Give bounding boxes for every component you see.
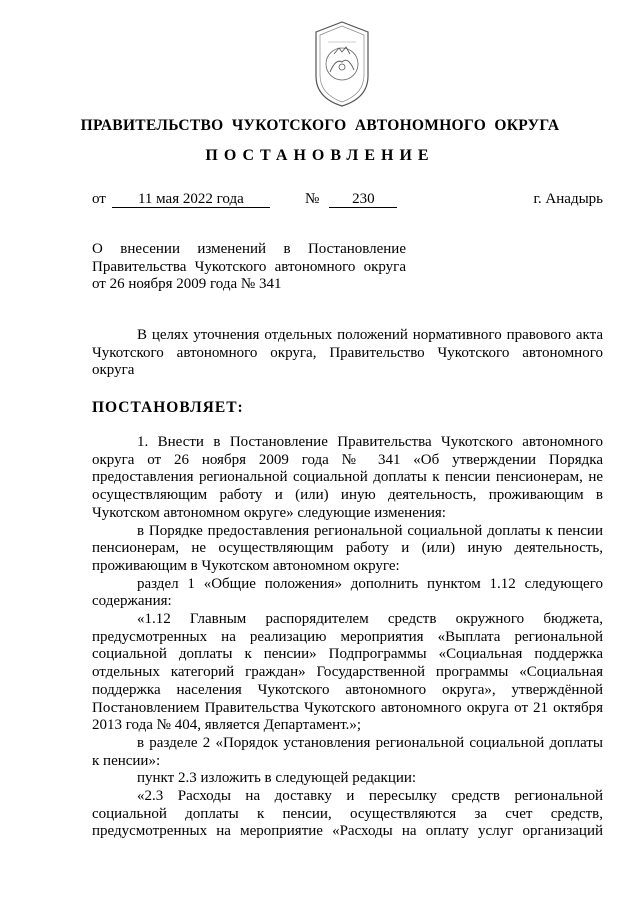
body-line: социальной доплаты к пенсии, осуществляются за счет средств, xyxy=(92,805,603,822)
body-line: предусмотренных на мероприятие «Расходы на оплату услуг организаций xyxy=(92,823,603,840)
preamble-line: округа xyxy=(92,362,135,379)
body-line: раздел 1 «Общие положения» дополнить пунктом 1.12 следующего xyxy=(137,575,603,592)
body-line: предусмотренных на реализацию мероприятия «Выплата региональной xyxy=(92,628,603,645)
body-line: проживающим в Чукотском автономном округе: xyxy=(92,557,400,574)
document-type-title: ПОСТАНОВЛЕНИЕ xyxy=(205,147,435,164)
subject-line: Правительства Чукотского автономного округа xyxy=(92,258,406,275)
document-number-row xyxy=(305,191,397,208)
body-line: в разделе 2 «Порядок установления региональной социальной доплаты xyxy=(137,734,603,751)
preamble-line: Чукотского автономного округа, Правительство Чукотского автономного xyxy=(92,344,603,361)
body-line: 2013 года № 404, является Департамент.»; xyxy=(92,717,362,734)
body-line: «1.12 Главным распорядителем средств окружного бюджета, xyxy=(137,611,603,628)
document-number: 230 xyxy=(329,191,397,208)
number-label: № xyxy=(305,191,320,207)
document-date-row xyxy=(92,191,270,208)
body-line: осуществляющим работу и (или) иную деятельность, проживающим в xyxy=(92,487,603,504)
body-line: Постановлением Правительства Чукотского автономного округа от 21 октября xyxy=(92,699,603,716)
body-line: пункт 2.3 изложить в следующей редакции: xyxy=(137,770,417,787)
body-line: «2.3 Расходы на доставку и пересылку средств региональной xyxy=(137,788,603,805)
body-line: социальной доплаты к пенсии» Подпрограммы «Социальная поддержка xyxy=(92,646,603,663)
subject-line: О внесении изменений в Постановление xyxy=(92,241,406,257)
body-line: отдельных категорий граждан» Государственной программы «Социальная xyxy=(92,664,603,681)
subject-line: от 26 ноября 2009 года № 341 xyxy=(92,276,282,292)
document-date: 11 мая 2022 года xyxy=(112,191,270,208)
body-line: округа от 26 ноября 2009 года № 341 «Об утверждении Порядка xyxy=(92,451,603,468)
body-line: 1. Внести в Постановление Правительства Чукотского автономного xyxy=(137,434,603,450)
government-title: ПРАВИТЕЛЬСТВО ЧУКОТСКОГО АВТОНОМНОГО ОКРУГА xyxy=(80,117,560,134)
resolution-body xyxy=(92,434,603,841)
coat-of-arms-emblem xyxy=(306,18,378,110)
preamble-line: В целях уточнения отдельных положений нормативного правового акта xyxy=(137,327,603,343)
resolves-heading: ПОСТАНОВЛЯЕТ: xyxy=(92,399,244,416)
date-label: от xyxy=(92,191,106,207)
preamble xyxy=(92,327,603,380)
body-line: пенсионерам, не осуществляющим работу и (или) иную деятельность, xyxy=(92,540,603,557)
body-line: к пенсии»: xyxy=(92,752,161,769)
document-city: г. Анадырь xyxy=(533,191,603,207)
body-line: предоставления региональной социальной доплаты к пенсии пенсионерам, не xyxy=(92,469,603,486)
body-line: в Порядке предоставления региональной социальной доплаты к пенсии xyxy=(137,522,603,539)
document-subject xyxy=(92,241,406,294)
body-line: поддержка населения Чукотского автономного округа», утверждённой xyxy=(92,681,603,698)
body-line: содержания: xyxy=(92,593,172,610)
body-line: Чукотском автономном округе» следующие изменения: xyxy=(92,504,446,521)
